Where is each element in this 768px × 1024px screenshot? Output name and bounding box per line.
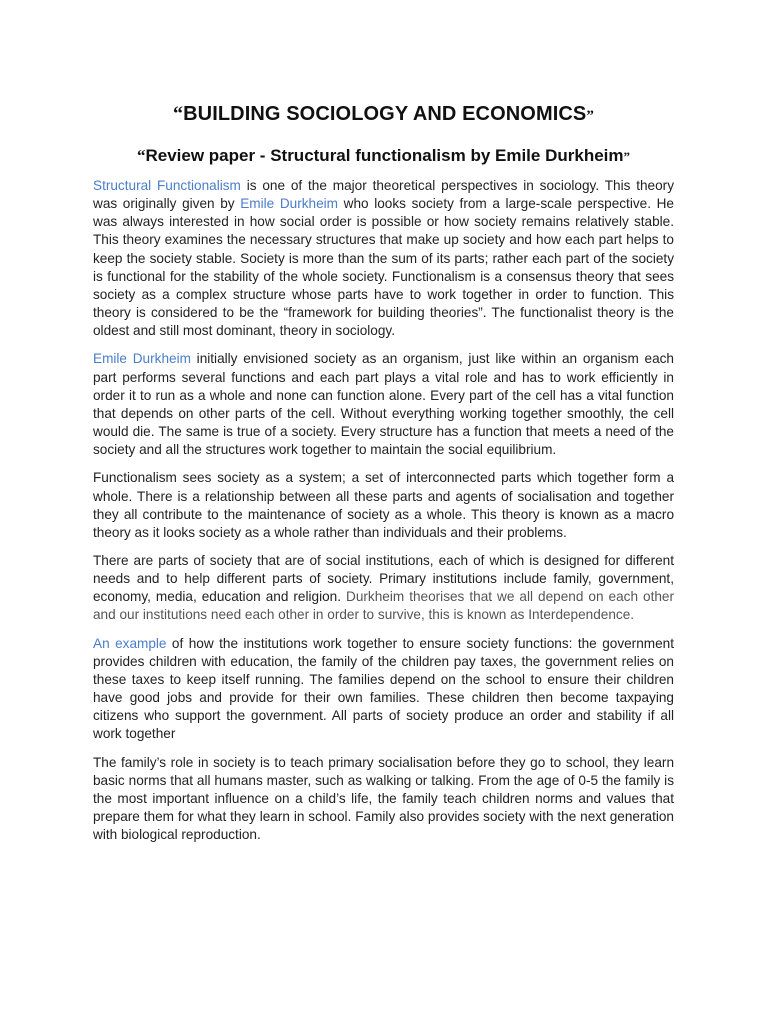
paragraph-5-text: of how the institutions work together to ensure society functions: the government provides children with education, the family of the children pay taxes, the government relies on these taxes to keep itself running. The families depend on the school to ensure their children have good jobs and provide for their own families. These children then become taxpaying citizens who support the government. All parts of society produce an order and stability if all work together (93, 635, 674, 742)
paragraph-6-text: The family’s role in society is to teach primary socialisation before they go to school, they learn basic norms that all humans master, such as walking or talking. From the age of 0-5 the family is the most important influence on a child’s life, the family teach children norms and values that prepare them for what they learn in school. Family also provides society with the next generation with biological reproduction. (93, 754, 674, 843)
name-emile-durkheim: Emile Durkheim (240, 196, 339, 212)
paragraph-5 (93, 635, 674, 744)
subtitle-text: Review paper - Structural functionalism by Emile Durkheim (145, 146, 624, 165)
paragraph-4-text: There are parts of society that are of social institutions, each of which is designed for different needs and to help different parts of society. Primary institutions include family, government, economy, media, education and religion. (93, 552, 674, 605)
document-subtitle (93, 146, 674, 166)
paragraph-2 (93, 350, 674, 459)
name-emile-durkheim-lead: Emile Durkheim (93, 351, 191, 367)
title-close-quote: ” (586, 108, 594, 124)
paragraph-1 (93, 177, 674, 340)
title-text: BUILDING SOCIOLOGY AND ECONOMICS (183, 103, 587, 125)
paragraph-3-text: Functionalism sees society as a system; a set of interconnected parts which together form a whole. There is a relationship between all these parts and agents of socialisation and together they all contribute to the maintenance of society as a whole. This theory is known as a macro theory as it looks society as a whole rather than individuals and their problems. (93, 470, 674, 540)
document-body (93, 177, 674, 854)
subtitle-close-quote: ” (623, 149, 630, 164)
term-structural-functionalism: Structural Functionalism (93, 178, 241, 193)
paragraph-3 (93, 469, 674, 542)
paragraph-4-interdependence-text: Durkheim theorises that we all depend on each other and our institutions need each other in order to survive, this is known as Interdependence. (93, 589, 674, 623)
paragraph-2-text: initially envisioned society as an organism, just like within an organism each part performs several functions and each part plays a vital role and has to work efficiently in order it to run as a whole and none can function alone. Every part of the cell has a vital function that depends on other parts of the cell. Without everything working together smoothly, the cell would die. The same is true of a society. Every structure has a function that meets a need of the society and all the structures work together to maintain the social equilibrium. (93, 351, 674, 458)
title-open-quote: “ (173, 103, 184, 125)
paragraph-6 (93, 754, 674, 845)
paragraph-1-text-a: is one of the major theoretical perspectives in sociology. This theory was originally given by (93, 178, 674, 212)
term-an-example: An example (93, 635, 167, 651)
paragraph-4 (93, 552, 674, 625)
subtitle-open-quote: “ (136, 146, 146, 165)
paragraph-1-text-b: who looks society from a large-scale perspective. He was always interested in how social order is possible or how society remains relatively stable. This theory examines the necessary structures that make up society and how each part helps to keep the society stable. Society is more than the sum of its parts; rather each part of the society is functional for the stability of the whole society. Functionalism is a consensus theory that sees society as a complex structure whose parts have to work together in order to function. This theory is considered to be the “framework for building theories”. The functionalist theory is the oldest and still most dominant, theory in sociology. (93, 196, 674, 339)
document-title (93, 103, 674, 126)
